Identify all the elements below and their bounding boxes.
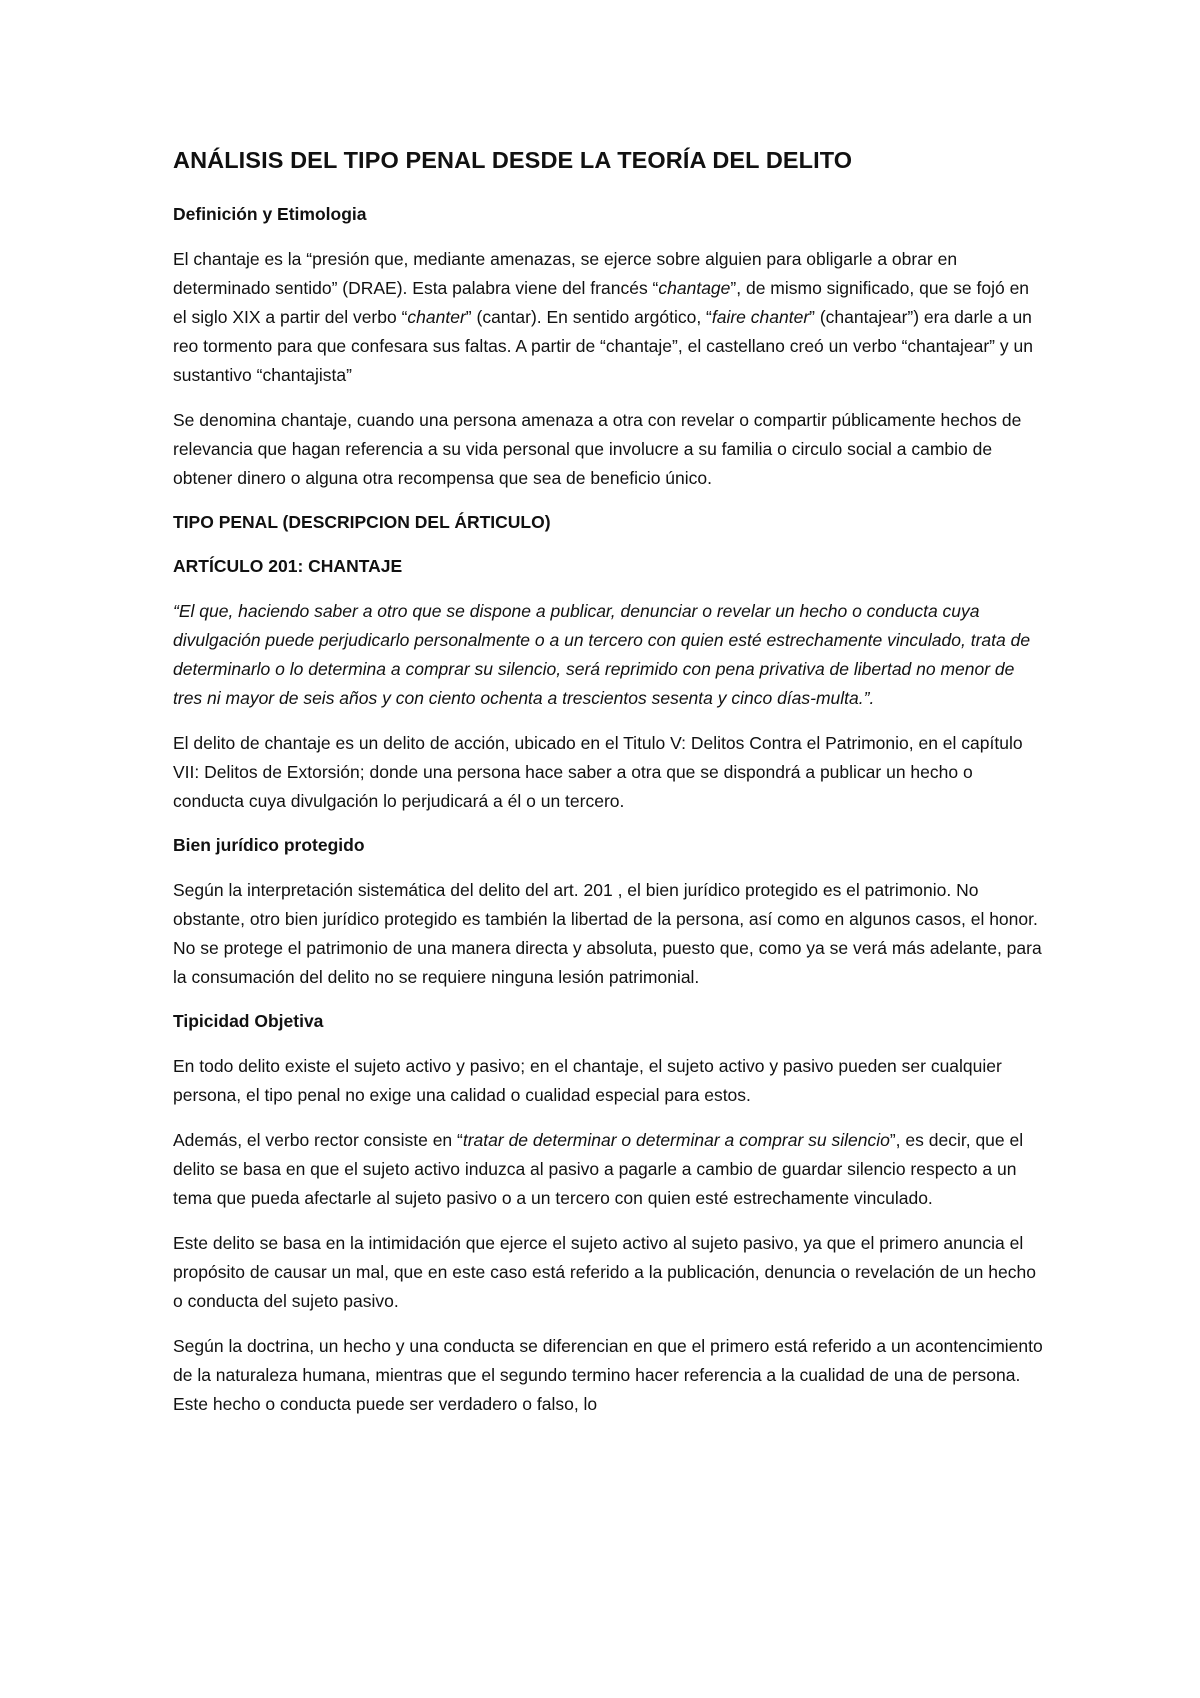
paragraph-definicion: El chantaje es la “presión que, mediante amenazas, se ejerce sobre alguien para obligarle a obrar en determinado sentido” (DRAE). Esta palabra viene del francés “chantage”, de mismo significado, que se fojó en el siglo XIX a partir del verbo “chanter” (cantar). En sentido argótico, “faire chanter” (chantajear”) era darle a un reo tormento para que confesara sus faltas. A partir de “chantaje”, el castellano creó un verbo “chantajear” y un sustantivo “chantajista”: [173, 249, 1033, 385]
paragraph-ubicacion: El delito de chantaje es un delito de acción, ubicado en el Titulo V: Delitos Contra el Patrimonio, en el capítulo VII: Delitos de Extorsión; donde una persona hace saber a otra que se dispondrá a publicar un hecho o conducta cuya divulgación lo perjudicará a él o un tercero.: [173, 733, 1023, 811]
document-body: [173, 143, 1043, 1435]
section-heading-articulo: ARTÍCULO 201: CHANTAJE: [173, 556, 403, 576]
paragraph-bien-juridico: Según la interpretación sistemática del delito del art. 201 , el bien jurídico protegido es el patrimonio. No obstante, otro bien jurídico protegido es también la libertad de la persona, así como en algunos casos, el honor. No se protege el patrimonio de una manera directa y absoluta, puesto que, como ya se verá más adelante, para la consumación del delito no se requiere ninguna lesión patrimonial.: [173, 880, 1042, 987]
section-heading-tipo-penal: TIPO PENAL (DESCRIPCION DEL ÁRTICULO): [173, 512, 551, 532]
document-title: ANÁLISIS DEL TIPO PENAL DESDE LA TEORÍA DEL DELITO: [173, 147, 853, 173]
section-heading-tipicidad: Tipicidad Objetiva: [173, 1011, 324, 1031]
paragraph-denominacion: Se denomina chantaje, cuando una persona amenaza a otra con revelar o compartir públicamente hechos de relevancia que hagan referencia a su vida personal que involucre a su familia o circulo social a cambio de obtener dinero o alguna otra recompensa que sea de beneficio único.: [173, 410, 1022, 488]
section-heading-definicion: Definición y Etimologia: [173, 204, 367, 224]
paragraph-verbo-rector: Además, el verbo rector consiste en “tratar de determinar o determinar a comprar su silencio”, es decir, que el delito se basa en que el sujeto activo induzca al pasivo a pagarle a cambio de guardar silencio respecto a un tema que pueda afectarle al sujeto pasivo o a un tercero con quien esté estrechamente vinculado.: [173, 1130, 1024, 1208]
article-quote: “El que, haciendo saber a otro que se dispone a publicar, denunciar o revelar un hecho o conducta cuya divulgación puede perjudicarlo personalmente o a un tercero con quien esté estrechamente vinculado, trata de determinarlo o lo determina a comprar su silencio, será reprimido con pena privativa de libertad no menor de tres ni mayor de seis años y con ciento ochenta a trescientos sesenta y cinco días-multa.”.: [173, 601, 1031, 708]
paragraph-intimidacion: Este delito se basa en la intimidación que ejerce el sujeto activo al sujeto pasivo, ya que el primero anuncia el propósito de causar un mal, que en este caso está referido a la publicación, denuncia o revelación de un hecho o conducta del sujeto pasivo.: [173, 1233, 1036, 1311]
paragraph-doctrina: Según la doctrina, un hecho y una conducta se diferencian en que el primero está referido a un acontencimiento de la naturaleza humana, mientras que el segundo termino hacer referencia a la cualidad de una de persona. Este hecho o conducta puede ser verdadero o falso, lo: [173, 1336, 1043, 1414]
paragraph-sujetos: En todo delito existe el sujeto activo y pasivo; en el chantaje, el sujeto activo y pasivo pueden ser cualquier persona, el tipo penal no exige una calidad o cualidad especial para estos.: [173, 1056, 1002, 1105]
section-heading-bien-juridico: Bien jurídico protegido: [173, 835, 365, 855]
